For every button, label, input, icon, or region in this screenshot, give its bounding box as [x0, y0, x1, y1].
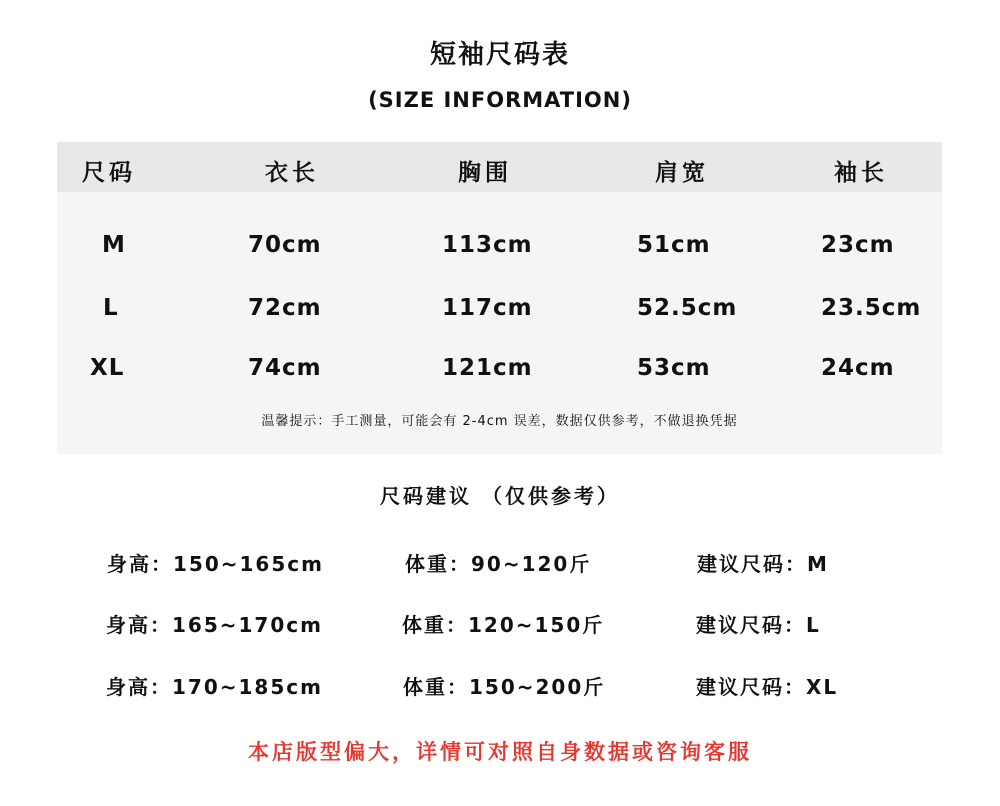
table-cell: 113cm — [442, 232, 533, 258]
header-size: 尺码 — [82, 160, 136, 186]
table-cell: 72cm — [248, 295, 322, 321]
table-cell: 24cm — [821, 355, 895, 381]
table-cell: 53cm — [637, 355, 711, 381]
rec-size: 建议尺码：XL — [696, 675, 839, 699]
table-cell: 70cm — [248, 232, 322, 258]
table-header-row — [57, 142, 942, 192]
table-cell: 121cm — [442, 355, 533, 381]
rec-weight: 体重：90~120斤 — [405, 552, 592, 576]
table-cell: 23cm — [821, 232, 895, 258]
rec-weight: 体重：150~200斤 — [403, 675, 606, 699]
size-table — [57, 142, 942, 454]
page-title: 短袖尺码表 — [429, 40, 570, 70]
header-shoulder: 肩宽 — [655, 160, 709, 186]
header-length: 衣长 — [265, 160, 319, 186]
rec-height: 身高：150~165cm — [107, 552, 324, 576]
rec-weight: 体重：120~150斤 — [402, 613, 605, 637]
table-cell: XL — [90, 355, 125, 381]
rec-height: 身高：165~170cm — [106, 613, 323, 637]
rec-height: 身高：170~185cm — [106, 675, 323, 699]
table-cell: 74cm — [248, 355, 322, 381]
page-subtitle: (SIZE INFORMATION) — [368, 88, 632, 112]
rec-size: 建议尺码：L — [696, 613, 821, 637]
header-sleeve: 袖长 — [834, 160, 888, 186]
header-chest: 胸围 — [458, 160, 512, 186]
footer-notice: 本店版型偏大，详情可对照自身数据或咨询客服 — [248, 740, 752, 764]
measurement-note: 温馨提示：手工测量，可能会有 2-4cm 误差，数据仅供参考，不做退换凭据 — [261, 414, 738, 429]
rec-size: 建议尺码：M — [697, 552, 829, 576]
table-cell: 117cm — [442, 295, 533, 321]
table-cell: 52.5cm — [637, 295, 738, 321]
table-cell: M — [102, 232, 126, 258]
recommendation-title: 尺码建议 （仅供参考） — [380, 484, 620, 508]
table-cell: 51cm — [637, 232, 711, 258]
table-cell: 23.5cm — [821, 295, 922, 321]
table-cell: L — [103, 295, 119, 321]
